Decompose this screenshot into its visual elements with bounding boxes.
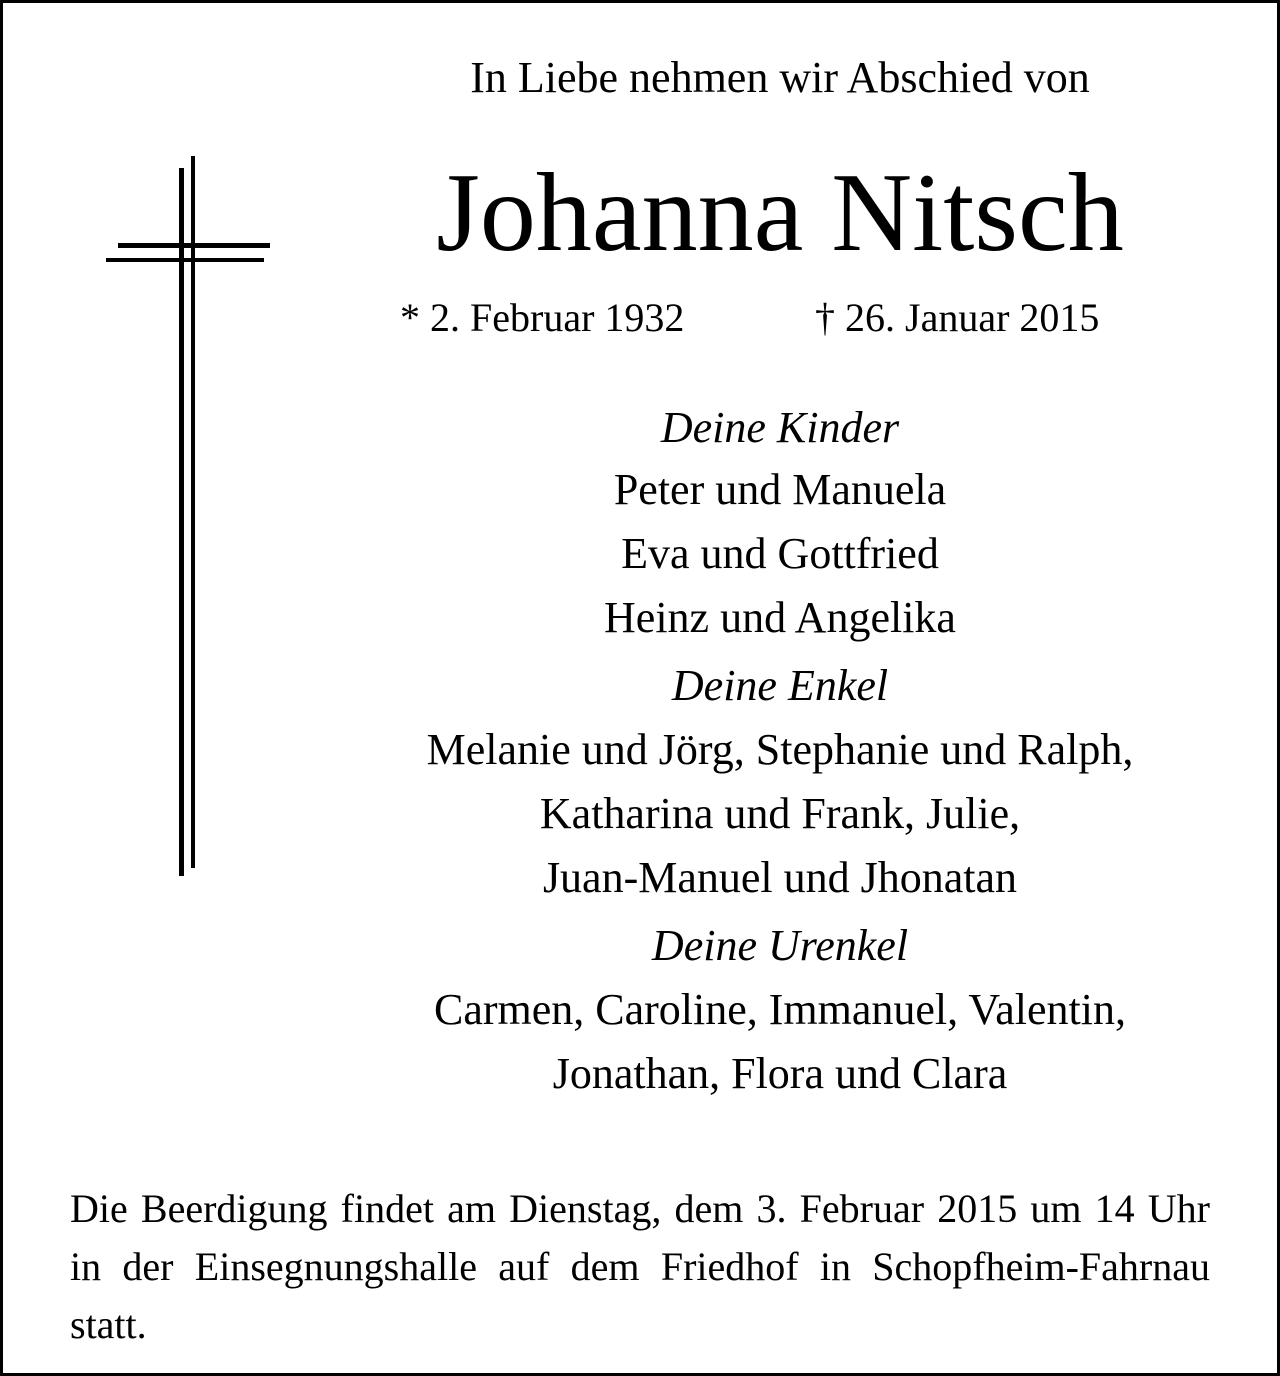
intro-line: In Liebe nehmen wir Abschied von xyxy=(470,53,1090,102)
children-line: Heinz und Angelika xyxy=(604,593,956,642)
grandchildren-heading: Deine Enkel xyxy=(671,661,889,710)
great-grandchildren-line: Carmen, Caroline, Immanuel, Valentin, xyxy=(433,985,1126,1034)
children-line: Eva und Gottfried xyxy=(621,529,939,578)
children-line: Peter und Manuela xyxy=(613,465,947,514)
deceased-name: Johanna Nitsch xyxy=(436,151,1124,275)
life-dates xyxy=(340,290,1220,346)
children-heading: Deine Kinder xyxy=(660,403,900,452)
grandchildren-line: Melanie und Jörg, Stephanie und Ralph, xyxy=(426,725,1134,774)
death-date: † 26. Januar 2015 xyxy=(815,295,1100,340)
grandchildren-line: Katharina und Frank, Julie, xyxy=(539,789,1021,838)
funeral-details: Die Beerdigung findet am Dienstag, dem 3. Februar 2015 um 14 Uhr in der Einsegnungshalle auf dem Friedhof in Schopfheim-Fahrnau statt. xyxy=(70,1186,1210,1347)
birth-date: * 2. Februar 1932 xyxy=(400,295,685,340)
grandchildren-line: Juan-Manuel und Jhonatan xyxy=(542,853,1018,902)
great-grandchildren-line: Jonathan, Flora und Clara xyxy=(552,1049,1008,1098)
great-grandchildren-heading: Deine Urenkel xyxy=(651,921,909,970)
